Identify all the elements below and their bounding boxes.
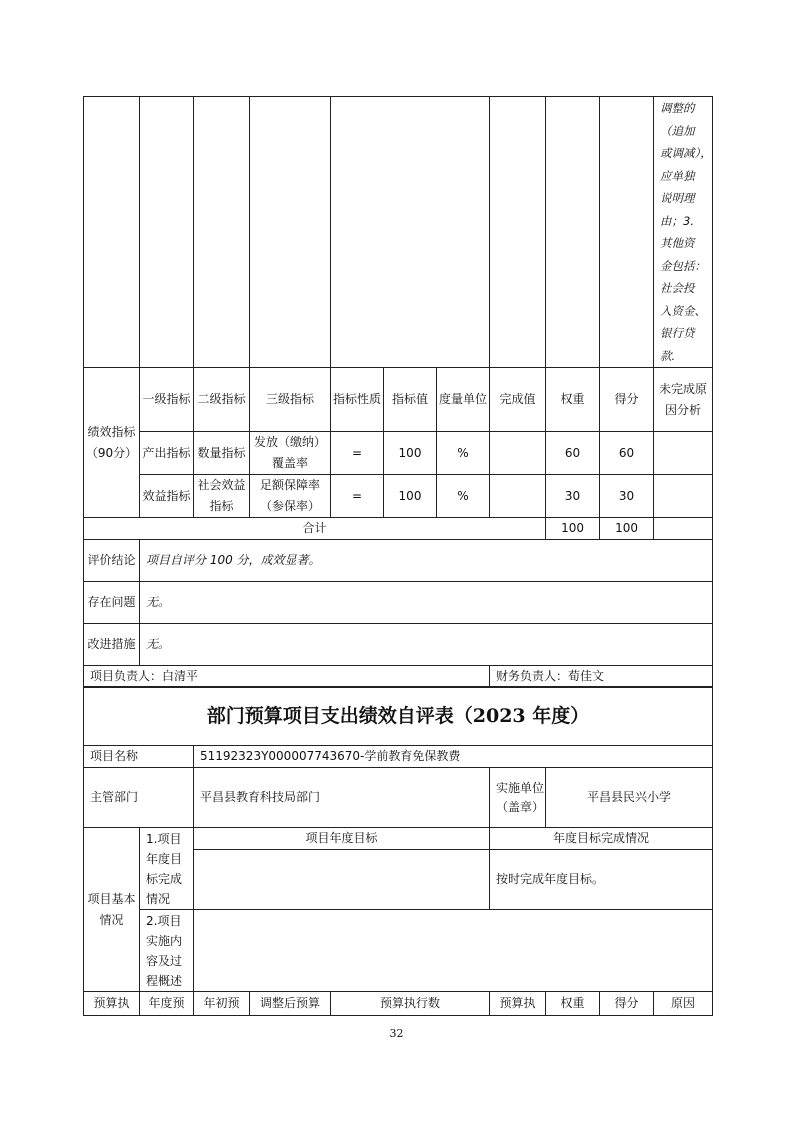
- impl-unit-value: 平昌县民兴小学: [546, 768, 713, 828]
- header-unit: 度量单位: [437, 368, 490, 432]
- note-line: 银行贷: [660, 326, 695, 340]
- eval-label: 评价结论: [84, 540, 140, 582]
- cell-level2: 社会效益指标: [194, 475, 250, 518]
- empty-cell: [490, 97, 546, 368]
- header-cell: 得分: [600, 992, 654, 1016]
- empty-cell: [250, 97, 331, 368]
- page-number: 32: [389, 1027, 404, 1040]
- project-name-label: 项目名称: [84, 746, 194, 768]
- empty-cell: [546, 97, 600, 368]
- empty-cell: [194, 97, 250, 368]
- total-label: 合计: [84, 518, 546, 540]
- cell-level3: 足额保障率（参保率）: [250, 475, 331, 518]
- impl-value: [194, 910, 713, 992]
- header-reason: 未完成原因分析: [654, 368, 713, 432]
- impl-label: 2.项目实施内容及过程概述: [140, 910, 194, 992]
- problem-label: 存在问题: [84, 582, 140, 624]
- cell-nature: =: [331, 475, 384, 518]
- cell-level2: 数量指标: [194, 432, 250, 475]
- finance-leader: 财务负责人：荀佳文: [490, 666, 713, 688]
- header-cell: 原因: [654, 992, 713, 1016]
- note-line: 由；3.: [660, 213, 694, 228]
- total-weight: 100: [546, 518, 600, 540]
- cell-value: 100: [384, 432, 437, 475]
- cell-done: [490, 432, 546, 475]
- improve-text: 无。: [140, 624, 713, 666]
- header-level1: 一级指标: [140, 368, 194, 432]
- note-line: 调整的: [660, 101, 695, 115]
- basic-info-label: 项目基本情况: [84, 828, 140, 992]
- note-line: 其他资: [660, 236, 695, 250]
- cell-reason: [654, 475, 713, 518]
- cell-weight: 30: [546, 475, 600, 518]
- header-nature: 指标性质: [331, 368, 384, 432]
- dept-label: 主管部门: [84, 768, 194, 828]
- project-name-value: 51192323Y000007743670-学前教育免保教费: [194, 746, 713, 768]
- cell-value: 100: [384, 475, 437, 518]
- header-level3: 三级指标: [250, 368, 331, 432]
- total-row: [84, 518, 713, 540]
- project-leader: 项目负责人：白清平: [84, 666, 490, 688]
- goal-value: [194, 850, 490, 910]
- header-cell: 权重: [546, 992, 600, 1016]
- note-line: （追加: [660, 123, 695, 138]
- impl-unit-label: 实施单位（盖章）: [490, 768, 546, 828]
- cell-score: 30: [600, 475, 654, 518]
- self-evaluation-table: [83, 686, 713, 1016]
- cell-unit: %: [437, 475, 490, 518]
- header-cell: 调整后预算: [250, 992, 331, 1016]
- form-title: 部门预算项目支出绩效自评表（2023 年度）: [84, 687, 713, 746]
- note-line: 说明理: [660, 191, 695, 205]
- dept-value: 平昌县教育科技局部门: [194, 768, 490, 828]
- note-line: 或调减），: [660, 146, 712, 160]
- empty-cell: [600, 97, 654, 368]
- note-line: 应单独: [660, 168, 695, 183]
- funding-note: [654, 97, 713, 368]
- performance-table: [83, 96, 713, 688]
- eval-text: 项目自评分 100 分，成效显著。: [140, 540, 713, 582]
- header-done: 完成值: [490, 368, 546, 432]
- note-line: 入资金、: [660, 303, 707, 318]
- header-cell: 年初预: [194, 992, 250, 1016]
- header-score: 得分: [600, 368, 654, 432]
- done-header: 年度目标完成情况: [490, 828, 713, 850]
- header-weight: 权重: [546, 368, 600, 432]
- cell-level1: 效益指标: [140, 475, 194, 518]
- header-level2: 二级指标: [194, 368, 250, 432]
- cell-level3: 发放（缴纳）覆盖率: [250, 432, 331, 475]
- goal-header: 项目年度目标: [194, 828, 490, 850]
- perf-indicator-label: 绩效指标（90分）: [84, 368, 140, 518]
- header-value: 指标值: [384, 368, 437, 432]
- goal-label: 1.项目年度目标完成情况: [140, 828, 194, 910]
- empty-cell: [331, 97, 490, 368]
- cell-reason: [654, 432, 713, 475]
- cell-level1: 产出指标: [140, 432, 194, 475]
- budget-header-row: [84, 992, 713, 1016]
- empty-cell: [84, 97, 140, 368]
- cell-weight: 60: [546, 432, 600, 475]
- done-value: 按时完成年度目标。: [490, 850, 713, 910]
- cell-score: 60: [600, 432, 654, 475]
- problem-text: 无。: [140, 582, 713, 624]
- improve-label: 改进措施: [84, 624, 140, 666]
- note-line: 社会投: [660, 281, 695, 295]
- header-cell: 预算执: [490, 992, 546, 1016]
- table-row: [84, 432, 713, 475]
- header-cell: 年度预: [140, 992, 194, 1016]
- table-row: [84, 475, 713, 518]
- note-line: 金包括：: [660, 258, 707, 273]
- cell-done: [490, 475, 546, 518]
- cell-unit: %: [437, 432, 490, 475]
- header-cell: 预算执行数: [331, 992, 490, 1016]
- empty-cell: [654, 518, 713, 540]
- note-line: 款.: [660, 348, 676, 363]
- empty-cell: [140, 97, 194, 368]
- header-cell: 预算执: [84, 992, 140, 1016]
- cell-nature: =: [331, 432, 384, 475]
- total-score: 100: [600, 518, 654, 540]
